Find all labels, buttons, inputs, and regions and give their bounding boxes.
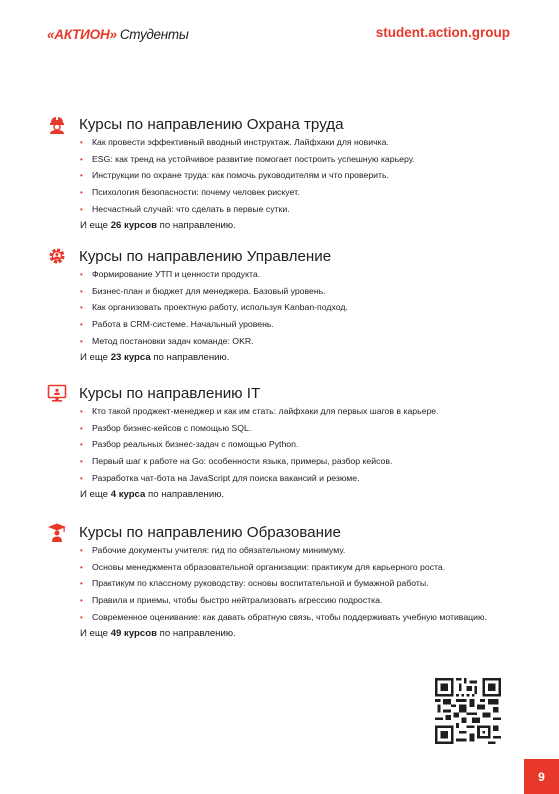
- brand-logo: [47, 25, 188, 43]
- logo-sub-text: Студенты: [119, 26, 189, 42]
- section-it: [47, 383, 517, 501]
- list-item: • Разбор реальных бизнес-задач с помощью Python.: [80, 439, 517, 450]
- worker-helmet-icon: [47, 114, 67, 134]
- gear-icon: [47, 246, 67, 266]
- section-title: Курсы по направлению Образование: [79, 523, 341, 541]
- list-item: • Работа в CRM-системе. Начальный уровень.: [80, 319, 517, 330]
- list-item: • Разработка чат-бота на JavaScript для поиска вакансий и резюме.: [80, 473, 517, 484]
- teacher-icon: [47, 522, 67, 542]
- list-item: • Кто такой проджект-менеджер и как им стать: лайфхаки для первых шагов в карьере.: [80, 406, 517, 417]
- qr-code-icon[interactable]: [435, 678, 501, 744]
- list-item: • Психология безопасности: почему человек рискует.: [80, 187, 517, 198]
- monitor-icon: [47, 383, 67, 403]
- list-item: • Разбор бизнес-кейсов с помощью SQL.: [80, 423, 517, 434]
- list-item: • Метод постановки задач команде: OKR.: [80, 336, 517, 347]
- course-list: [80, 406, 517, 484]
- list-item: • Инструкции по охране труда: как помочь руководителям и что проверить.: [80, 170, 517, 181]
- section-title: Курсы по направлению IT: [79, 384, 261, 402]
- list-item: • Современное оценивание: как давать обратную связь, чтобы поддерживать учебную мотивацию.: [80, 612, 517, 623]
- more-courses-note: И еще 26 курсов по направлению.: [80, 220, 236, 232]
- list-item: • Практикум по классному руководству: основы воспитательной и бумажной работы.: [80, 578, 517, 589]
- list-item: • Как организовать проектную работу, используя Kanban-подход.: [80, 302, 517, 313]
- more-courses-note: И еще 49 курсов по направлению.: [80, 628, 236, 640]
- section-title: Курсы по направлению Управление: [79, 247, 332, 265]
- section-title: Курсы по направлению Охрана труда: [79, 115, 344, 133]
- course-list: [80, 269, 517, 347]
- site-url-link[interactable]: student.action.group: [375, 25, 510, 40]
- list-item: • Рабочие документы учителя: гид по обязательному минимуму.: [80, 545, 517, 556]
- course-list: [80, 137, 517, 215]
- list-item: • Формирование УТП и ценности продукта.: [80, 269, 517, 280]
- logo-brand-text: «АКТИОН»: [47, 26, 117, 42]
- list-item: • Правила и приемы, чтобы быстро нейтрализовать агрессию подростка.: [80, 595, 517, 606]
- list-item: • Первый шаг к работе на Go: особенности языка, примеры, разбор кейсов.: [80, 456, 517, 467]
- more-courses-note: И еще 23 курса по направлению.: [80, 352, 230, 364]
- section-education: [47, 522, 517, 640]
- more-courses-note: И еще 4 курса по направлению.: [80, 489, 225, 501]
- list-item: • Как провести эффективный вводный инструктаж. Лайфхаки для новичка.: [80, 137, 517, 148]
- section-management: [47, 246, 517, 364]
- section-header: [47, 114, 517, 134]
- section-header: [47, 383, 517, 403]
- page-number-badge: 9: [524, 759, 559, 794]
- list-item: • ESG: как тренд на устойчивое развитие помогает построить успешную карьеру.: [80, 154, 517, 165]
- course-list: [80, 545, 517, 623]
- section-header: [47, 522, 517, 542]
- list-item: • Бизнес-план и бюджет для менеджера. Базовый уровень.: [80, 286, 517, 297]
- list-item: • Несчастный случай: что сделать в первые сутки.: [80, 204, 517, 215]
- section-header: [47, 246, 517, 266]
- section-labor-safety: [47, 114, 517, 232]
- list-item: • Основы менеджмента образовательной организации: практикум для карьерного роста.: [80, 562, 517, 573]
